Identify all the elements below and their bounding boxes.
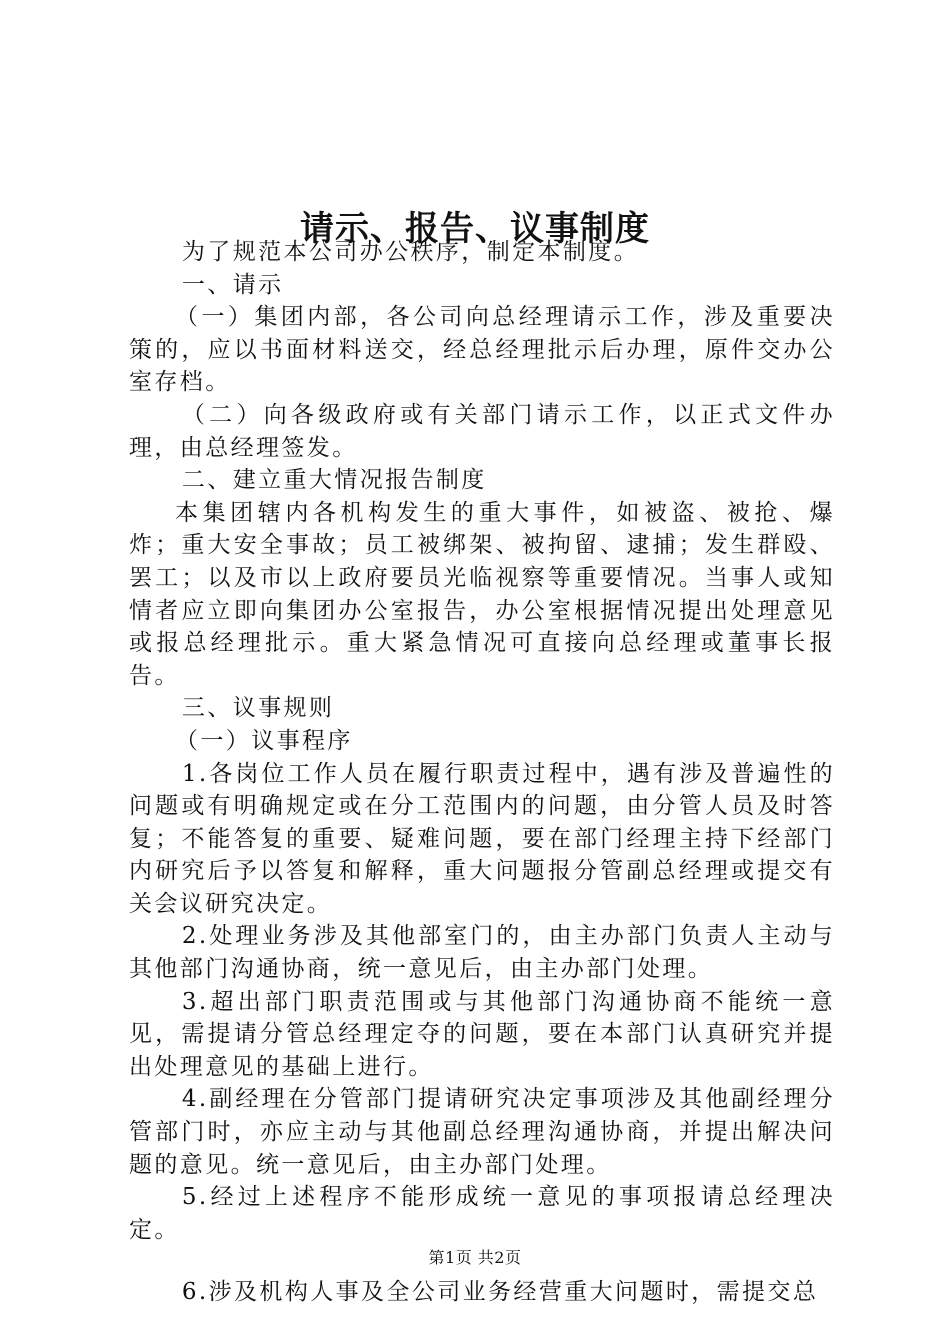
paragraph-rule-6: 6.涉及机构人事及全公司业务经营重大问题时，需提交总 — [181, 1279, 819, 1306]
paragraph-rule-2: 2.处理业务涉及其他部室门的，由主办部门负责人主动与其他部门沟通协商，统一意见后，由主办部门处理。 — [129, 923, 835, 983]
section-heading-rules: 三、议事规则 — [181, 695, 335, 722]
subsection-heading-procedure: （一）议事程序 — [175, 727, 353, 754]
page-footer: 第1页 共2页 — [428, 1248, 522, 1267]
section-heading-request: 一、请示 — [181, 271, 284, 298]
paragraph-rule-4: 4.副经理在分管部门提请研究决定事项涉及其他副经理分管部门时，亦应主动与其他副总经理沟通协商，并提出解决问题的意见。统一意见后，由主办部门处理。 — [129, 1086, 835, 1178]
paragraph-rule-1: 1.各岗位工作人员在履行职责过程中，遇有涉及普遍性的问题或有明确规定或在分工范围内的问题，由分管人员及时答复；不能答复的重要、疑难问题，要在部门经理主持下经部门内研究后予以答复和解释，重大问题报分管副总经理或提交有关会议研究决定。 — [129, 760, 835, 917]
document-title: 请示、报告、议事制度 — [300, 208, 650, 249]
section-heading-report: 二、建立重大情况报告制度 — [181, 467, 487, 494]
paragraph-request-1: （一）集团内部，各公司向总经理请示工作，涉及重要决策的，应以书面材料送交，经总经理批示后办理，原件交办公室存档。 — [129, 304, 835, 396]
paragraph-rule-5: 5.经过上述程序不能形成统一意见的事项报请总经理决定。 — [129, 1184, 835, 1243]
paragraph-request-2: （二）向各级政府或有关部门请示工作，以正式文件办理，由总经理签发。 — [129, 401, 835, 461]
document-body — [129, 236, 835, 1309]
paragraph-intro: 为了规范本公司办公秩序，制定本制度。 — [181, 239, 640, 265]
paragraph-rule-3: 3.超出部门职责范围或与其他部门沟通协商不能统一意见，需提请分管总经理定夺的问题，要在本部门认真研究并提出处理意见的基础上进行。 — [129, 988, 835, 1080]
paragraph-report: 本集团辖内各机构发生的重大事件，如被盗、被抢、爆炸；重大安全事故；员工被绑架、被拘留、逮捕；发生群殴、罢工；以及市以上政府要员光临视察等重要情况。当事人或知情者应立即向集团办公室报告，办公室根据情况提出处理意见或报总经理批示。重大紧急情况可直接向总经理或董事长报告。 — [129, 499, 835, 689]
